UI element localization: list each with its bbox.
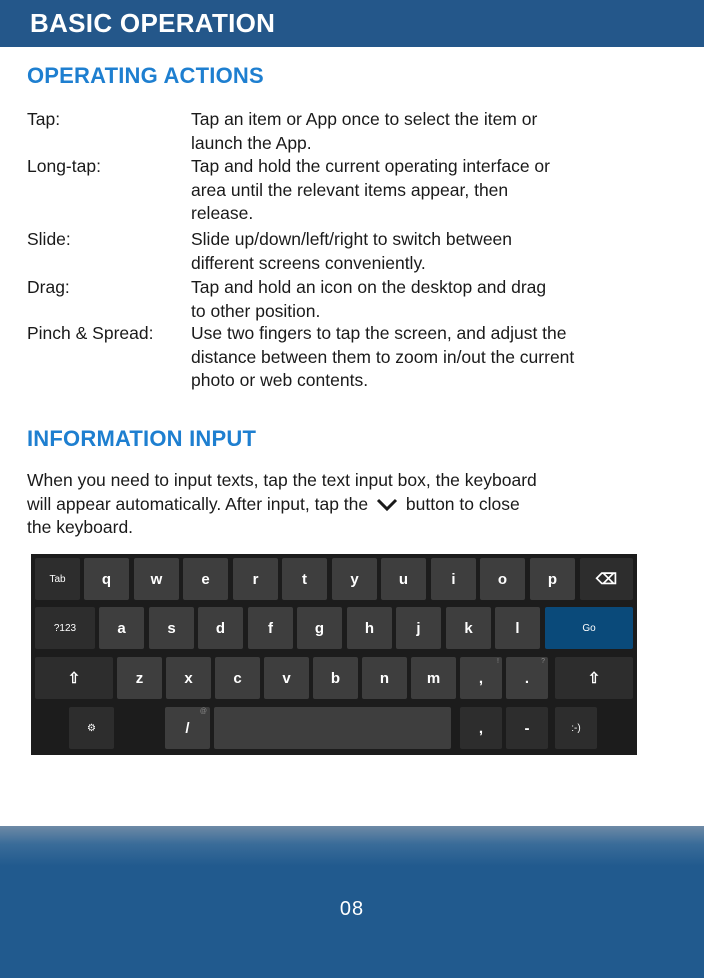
backspace-key: ⌫ <box>580 558 633 600</box>
key-w: w <box>134 558 179 600</box>
key-d: d <box>198 607 243 649</box>
desc-long-tap <box>191 155 661 226</box>
key-a: a <box>99 607 144 649</box>
shift-right-key: ⇧ <box>555 657 633 699</box>
key-r: r <box>233 558 278 600</box>
key-o: o <box>480 558 525 600</box>
space-key <box>214 707 451 749</box>
term-slide: Slide: <box>27 229 71 249</box>
go-key: Go <box>545 607 633 649</box>
header-bar <box>0 0 704 47</box>
key-dash: - <box>506 707 548 749</box>
key-smiley: :-) <box>555 707 597 749</box>
key-s: s <box>149 607 194 649</box>
key-numbers: ?123 <box>35 607 95 649</box>
desc-pinch-spread <box>191 322 661 393</box>
key-c: c <box>215 657 260 699</box>
key-i: i <box>431 558 476 600</box>
para-line: the keyboard. <box>27 517 134 537</box>
term-pinch-spread: Pinch & Spread: <box>27 323 154 343</box>
key-slash-hint: @ <box>199 708 207 715</box>
key-q: q <box>84 558 129 600</box>
desc-line: Tap an item or App once to select the item or <box>191 109 538 129</box>
page-title: BASIC OPERATION <box>30 8 276 38</box>
shift-left-key: ⇧ <box>35 657 113 699</box>
para-line: When you need to input texts, tap the text input box, the keyboard <box>27 470 537 490</box>
desc-line: different screens conveniently. <box>191 252 426 273</box>
info-input-paragraph <box>27 469 647 540</box>
desc-line: Use two fingers to tap the screen, and adjust the <box>191 323 567 343</box>
desc-line: distance between them to zoom in/out the current <box>191 346 575 367</box>
key-comma-hint: ! <box>497 658 499 665</box>
key-m: m <box>411 657 456 699</box>
desc-line: Slide up/down/left/right to switch between <box>191 229 513 249</box>
key-z: z <box>117 657 162 699</box>
key-apostrophe: , <box>460 707 502 749</box>
desc-line: launch the App. <box>191 132 312 153</box>
key-comma <box>460 657 502 699</box>
key-y: y <box>332 558 377 600</box>
key-n: n <box>362 657 407 699</box>
key-tab: Tab <box>35 558 80 600</box>
desc-line: to other position. <box>191 300 321 321</box>
key-period-label: . <box>524 669 530 687</box>
key-comma-label: , <box>478 669 484 687</box>
key-v: v <box>264 657 309 699</box>
key-x: x <box>166 657 211 699</box>
para-line-part: button to close <box>405 493 520 514</box>
key-h: h <box>347 607 392 649</box>
term-long-tap: Long-tap: <box>27 156 101 176</box>
key-b: b <box>313 657 358 699</box>
key-e: e <box>183 558 228 600</box>
key-u: u <box>381 558 426 600</box>
term-drag: Drag: <box>27 277 70 297</box>
para-line-part: will appear automatically. After input, tap the <box>27 493 369 514</box>
settings-key: ⚙ <box>69 707 114 749</box>
key-period-hint: ? <box>541 658 545 665</box>
desc-slide <box>191 228 661 275</box>
key-t: t <box>282 558 327 600</box>
desc-drag <box>191 276 661 323</box>
term-tap: Tap: <box>27 109 61 129</box>
heading-operating-actions: OPERATING ACTIONS <box>27 63 264 88</box>
key-p: p <box>530 558 575 600</box>
page-number: 08 <box>339 898 365 920</box>
desc-line: Tap and hold the current operating interface or <box>191 156 550 176</box>
key-period <box>506 657 548 699</box>
key-slash <box>165 707 210 749</box>
desc-line: photo or web contents. <box>191 370 369 390</box>
desc-line: area until the relevant items appear, then <box>191 179 509 200</box>
desc-line: release. <box>191 203 254 223</box>
para-line <box>27 493 647 517</box>
heading-information-input: INFORMATION INPUT <box>27 426 257 451</box>
key-l: l <box>495 607 540 649</box>
desc-line: Tap and hold an icon on the desktop and drag <box>191 277 547 297</box>
key-j: j <box>396 607 441 649</box>
keyboard-image <box>31 554 637 755</box>
key-slash-label: / <box>185 719 190 737</box>
key-f: f <box>248 607 293 649</box>
key-k: k <box>446 607 491 649</box>
key-g: g <box>297 607 342 649</box>
desc-tap <box>191 108 661 155</box>
chevron-down-icon <box>376 498 398 512</box>
